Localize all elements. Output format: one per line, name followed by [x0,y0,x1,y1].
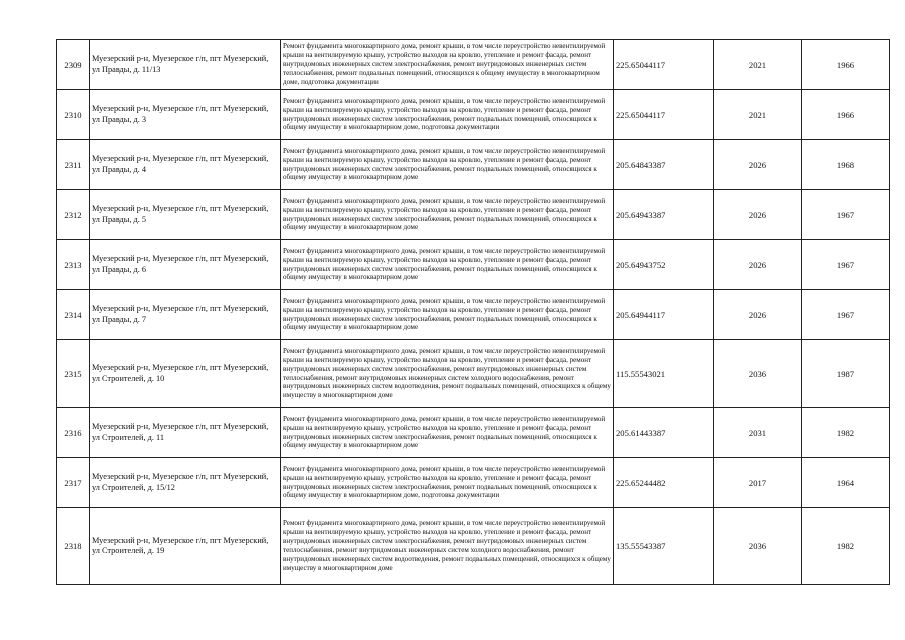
address-cell: Муезерский р-н, Муезерское г/п, пгт Муезерский, ул Правды, д. 3 [90,90,281,140]
works-cell: Ремонт фундамента многоквартирного дома, ремонт крыши, в том числе переустройство невентилируемой крыши на вентилируемую крышу, устройство выходов на кровлю, утепление и ремонт фасада, ремонт внутридомовых инженерных систем электроснабжения, ремонт внутридомовых инженерных систем теплоснабжения, ремонт внутридомовых инженерных систем холодного водоснабжения, ремонт внутридомовых инженерных систем водоотведения, ремонт подвальных помещений, относящихся к общему имуществу в многоквартирном доме [281,508,614,585]
build-year-cell: 1982 [802,408,890,458]
row-number: 2313 [57,240,90,290]
cost-cell: 115.55543021 [614,340,714,408]
repair-year-cell: 2021 [714,90,802,140]
address-cell: Муезерский р-н, Муезерское г/п, пгт Муезерский, ул Строителей, д. 15/12 [90,458,281,508]
table-row [57,290,890,340]
address-cell: Муезерский р-н, Муезерское г/п, пгт Муезерский, ул Правды, д. 7 [90,290,281,340]
table-row [57,458,890,508]
row-number: 2310 [57,90,90,140]
repair-year-cell: 2026 [714,290,802,340]
repair-year-cell: 2036 [714,508,802,585]
cost-cell: 205.64943387 [614,190,714,240]
works-cell: Ремонт фундамента многоквартирного дома, ремонт крыши, в том числе переустройство невентилируемой крыши на вентилируемую крышу, устройство выходов на кровлю, утепление и ремонт фасада, ремонт внутридомовых инженерных систем электроснабжения, ремонт подвальных помещений, относящихся к общему имуществу в многоквартирном доме, подготовка документации [281,458,614,508]
build-year-cell: 1968 [802,140,890,190]
cost-cell: 135.55543387 [614,508,714,585]
row-number: 2314 [57,290,90,340]
row-number: 2317 [57,458,90,508]
address-cell: Муезерский р-н, Муезерское г/п, пгт Муезерский, ул Правды, д. 4 [90,140,281,190]
table-body [57,40,890,585]
address-cell: Муезерский р-н, Муезерское г/п, пгт Муезерский, ул Строителей, д. 11 [90,408,281,458]
build-year-cell: 1967 [802,240,890,290]
repair-year-cell: 2031 [714,408,802,458]
address-cell: Муезерский р-н, Муезерское г/п, пгт Муезерский, ул Строителей, д. 10 [90,340,281,408]
table-row [57,408,890,458]
address-cell: Муезерский р-н, Муезерское г/п, пгт Муезерский, ул Правды, д. 11/13 [90,40,281,90]
table-row [57,508,890,585]
row-number: 2309 [57,40,90,90]
cost-cell: 225.65044117 [614,90,714,140]
build-year-cell: 1967 [802,190,890,240]
build-year-cell: 1987 [802,340,890,408]
repair-year-cell: 2026 [714,140,802,190]
cost-cell: 205.64943752 [614,240,714,290]
cost-cell: 225.65244482 [614,458,714,508]
works-cell: Ремонт фундамента многоквартирного дома, ремонт крыши, в том числе переустройство невентилируемой крыши на вентилируемую крышу, устройство выходов на кровлю, утепление и ремонт фасада, ремонт внутридомовых инженерных систем электроснабжения, ремонт подвальных помещений, относящихся к общему имуществу в многоквартирном доме, подготовка документации [281,90,614,140]
repair-year-cell: 2026 [714,240,802,290]
row-number: 2318 [57,508,90,585]
address-cell: Муезерский р-н, Муезерское г/п, пгт Муезерский, ул Строителей, д. 19 [90,508,281,585]
table-row [57,240,890,290]
table-row [57,140,890,190]
table-row [57,340,890,408]
row-number: 2316 [57,408,90,458]
cost-cell: 225.65044117 [614,40,714,90]
table-row [57,90,890,140]
cost-cell: 205.64843387 [614,140,714,190]
works-cell: Ремонт фундамента многоквартирного дома, ремонт крыши, в том числе переустройство невентилируемой крыши на вентилируемую крышу, устройство выходов на кровлю, утепление и ремонт фасада, ремонт внутридомовых инженерных систем электроснабжения, ремонт подвальных помещений, относящихся к общему имуществу в многоквартирном доме [281,408,614,458]
cost-cell: 205.61443387 [614,408,714,458]
repair-year-cell: 2026 [714,190,802,240]
build-year-cell: 1966 [802,90,890,140]
works-cell: Ремонт фундамента многоквартирного дома, ремонт крыши, в том числе переустройство невентилируемой крыши на вентилируемую крышу, устройство выходов на кровлю, утепление и ремонт фасада, ремонт внутридомовых инженерных систем электроснабжения, ремонт подвальных помещений, относящихся к общему имуществу в многоквартирном доме [281,240,614,290]
row-number: 2311 [57,140,90,190]
table-row [57,190,890,240]
works-cell: Ремонт фундамента многоквартирного дома, ремонт крыши, в том числе переустройство невентилируемой крыши на вентилируемую крышу, устройство выходов на кровлю, утепление и ремонт фасада, ремонт внутридомовых инженерных систем электроснабжения, ремонт подвальных помещений, относящихся к общему имуществу в многоквартирном доме [281,140,614,190]
address-cell: Муезерский р-н, Муезерское г/п, пгт Муезерский, ул Правды, д. 5 [90,190,281,240]
works-cell: Ремонт фундамента многоквартирного дома, ремонт крыши, в том числе переустройство невентилируемой крыши на вентилируемую крышу, устройство выходов на кровлю, утепление и ремонт фасада, ремонт внутридомовых инженерных систем электроснабжения, ремонт внутридомовых инженерных систем теплоснабжения, ремонт подвальных помещений, относящихся к общему имуществу в многоквартирном доме, подготовка документации [281,40,614,90]
table-row [57,40,890,90]
row-number: 2315 [57,340,90,408]
build-year-cell: 1964 [802,458,890,508]
works-cell: Ремонт фундамента многоквартирного дома, ремонт крыши, в том числе переустройство невентилируемой крыши на вентилируемую крышу, устройство выходов на кровлю, утепление и ремонт фасада, ремонт внутридомовых инженерных систем электроснабжения, ремонт подвальных помещений, относящихся к общему имуществу в многоквартирном доме [281,190,614,240]
build-year-cell: 1966 [802,40,890,90]
works-cell: Ремонт фундамента многоквартирного дома, ремонт крыши, в том числе переустройство невентилируемой крыши на вентилируемую крышу, устройство выходов на кровлю, утепление и ремонт фасада, ремонт внутридомовых инженерных систем электроснабжения, ремонт внутридомовых инженерных систем теплоснабжения, ремонт внутридомовых инженерных систем холодного водоснабжения, ремонт внутридомовых инженерных систем водоотведения, ремонт подвальных помещений, относящихся к общему имуществу в многоквартирном доме [281,340,614,408]
document-sheet [56,39,890,585]
repair-year-cell: 2017 [714,458,802,508]
address-cell: Муезерский р-н, Муезерское г/п, пгт Муезерский, ул Правды, д. 6 [90,240,281,290]
repair-program-table [56,39,890,585]
works-cell: Ремонт фундамента многоквартирного дома, ремонт крыши, в том числе переустройство невентилируемой крыши на вентилируемую крышу, устройство выходов на кровлю, утепление и ремонт фасада, ремонт внутридомовых инженерных систем электроснабжения, ремонт подвальных помещений, относящихся к общему имуществу в многоквартирном доме [281,290,614,340]
build-year-cell: 1967 [802,290,890,340]
row-number: 2312 [57,190,90,240]
build-year-cell: 1982 [802,508,890,585]
repair-year-cell: 2021 [714,40,802,90]
repair-year-cell: 2036 [714,340,802,408]
cost-cell: 205.64944117 [614,290,714,340]
